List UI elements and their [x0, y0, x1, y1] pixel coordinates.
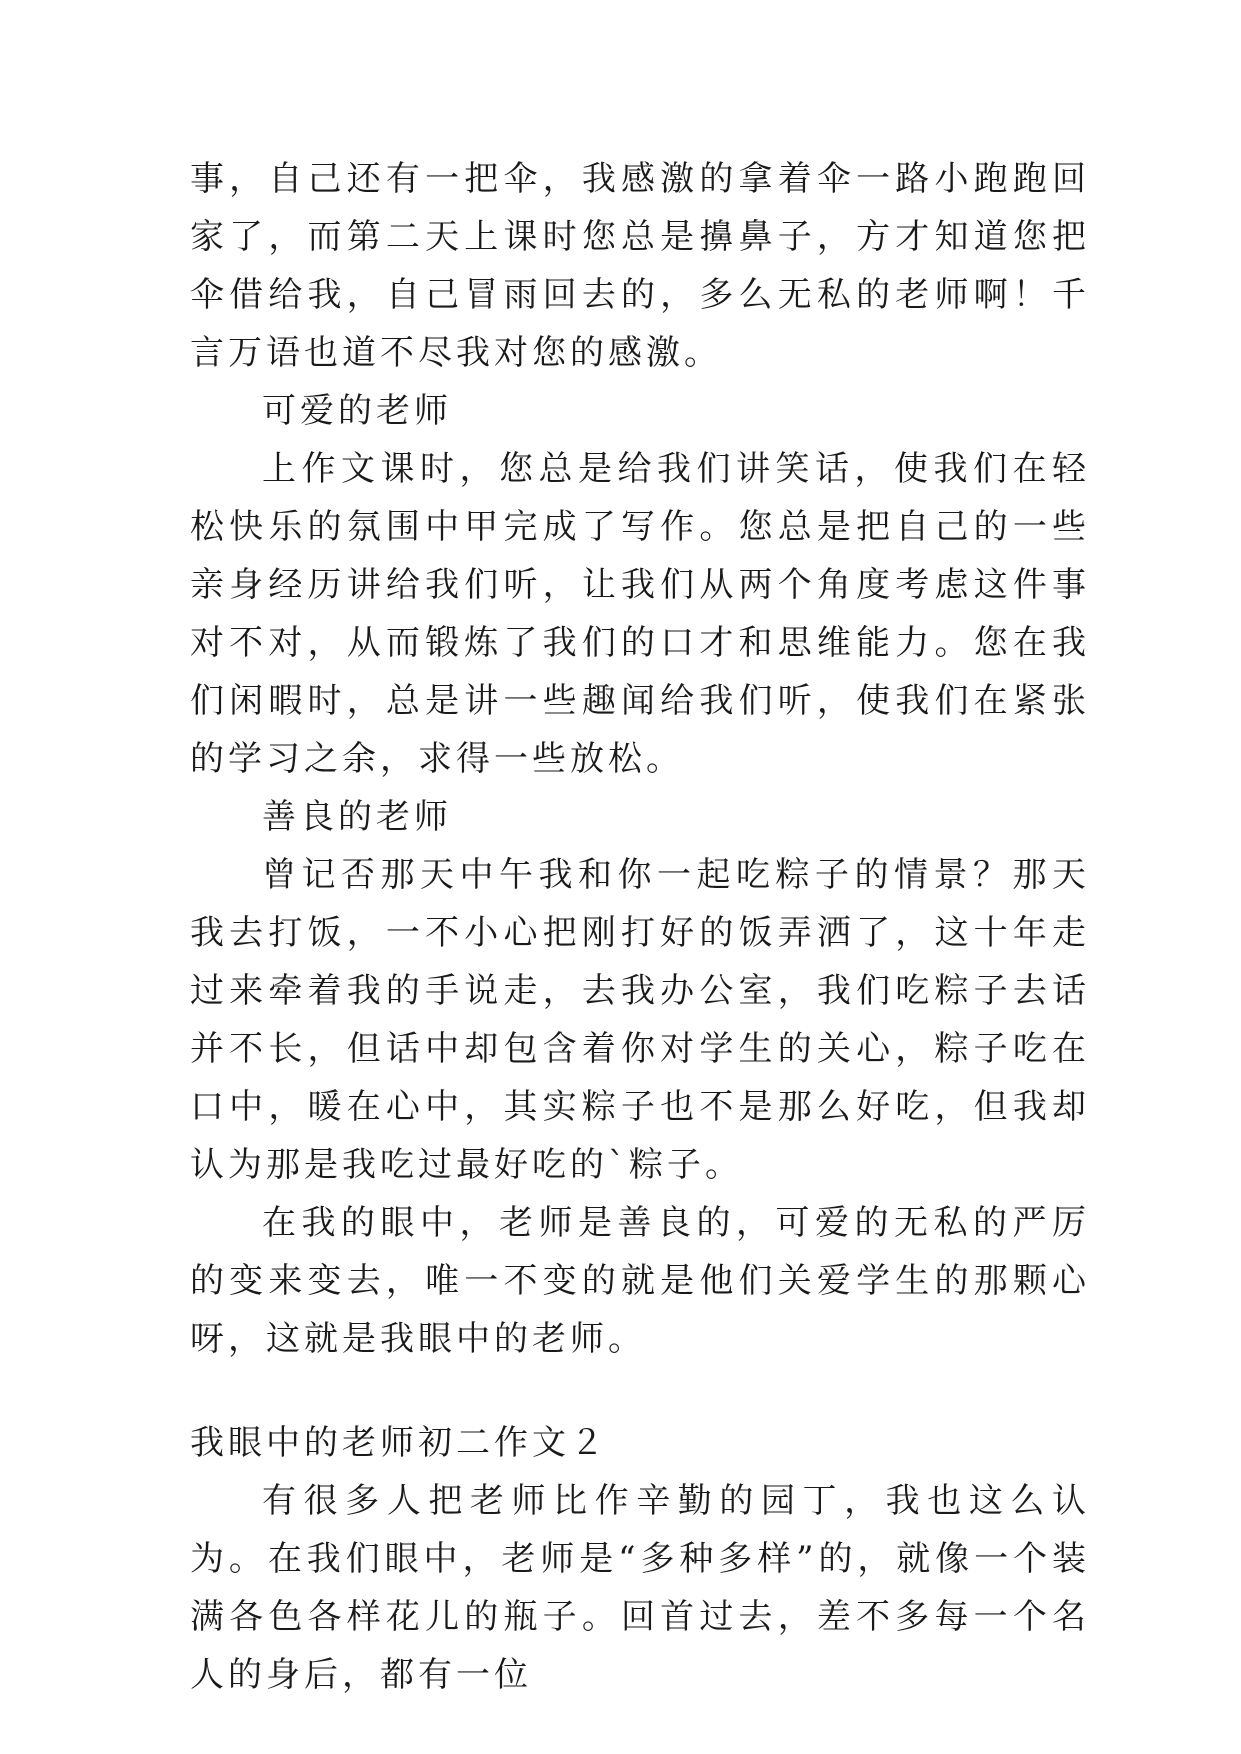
subheading-cute-teacher: 可爱的老师	[262, 391, 452, 431]
paragraph-essay-2: 有很多人把老师比作辛勤的园丁，我也这么认为。在我们眼中，老师是“多种多样”的，就像一个装满各色各样花儿的瓶子。回首过去，差不多每一个名人的身后，都有一位	[190, 1481, 1090, 1695]
paragraph-kind-teacher: 曾记否那天中午我和你一起吃粽子的情景？那天我去打饭，一不小心把刚打好的饭弄洒了，这十年走过来牵着我的手说走，去我办公室，我们吃粽子去话并不长，但话中却包含着你对学生的关心，粽子吃在口中，暖在心中，其实粽子也不是那么好吃，但我却认为那是我吃过最好吃的`粽子。	[190, 855, 1090, 1185]
paragraph-continued: 事，自己还有一把伞，我感激的拿着伞一路小跑跑回家了，而第二天上课时您总是擤鼻子，方才知道您把伞借给我，自己冒雨回去的，多么无私的老师啊！千言万语也道不尽我对您的感激。	[190, 159, 1090, 373]
paragraph-conclusion: 在我的眼中，老师是善良的，可爱的无私的严厉的变来变去，唯一不变的就是他们关爱学生的那颗心呀，这就是我眼中的老师。	[190, 1203, 1090, 1359]
subheading-kind-teacher: 善良的老师	[262, 797, 452, 837]
document-body	[190, 150, 1090, 1704]
paragraph-cute-teacher: 上作文课时，您总是给我们讲笑话，使我们在轻松快乐的氛围中甲完成了写作。您总是把自己的一些亲身经历讲给我们听，让我们从两个角度考虑这件事对不对，从而锻炼了我们的口才和思维能力。您在我们闲暇时，总是讲一些趣闻给我们听，使我们在紧张的学习之余，求得一些放松。	[190, 449, 1090, 779]
essay-2-title: 我眼中的老师初二作文２	[190, 1423, 608, 1463]
